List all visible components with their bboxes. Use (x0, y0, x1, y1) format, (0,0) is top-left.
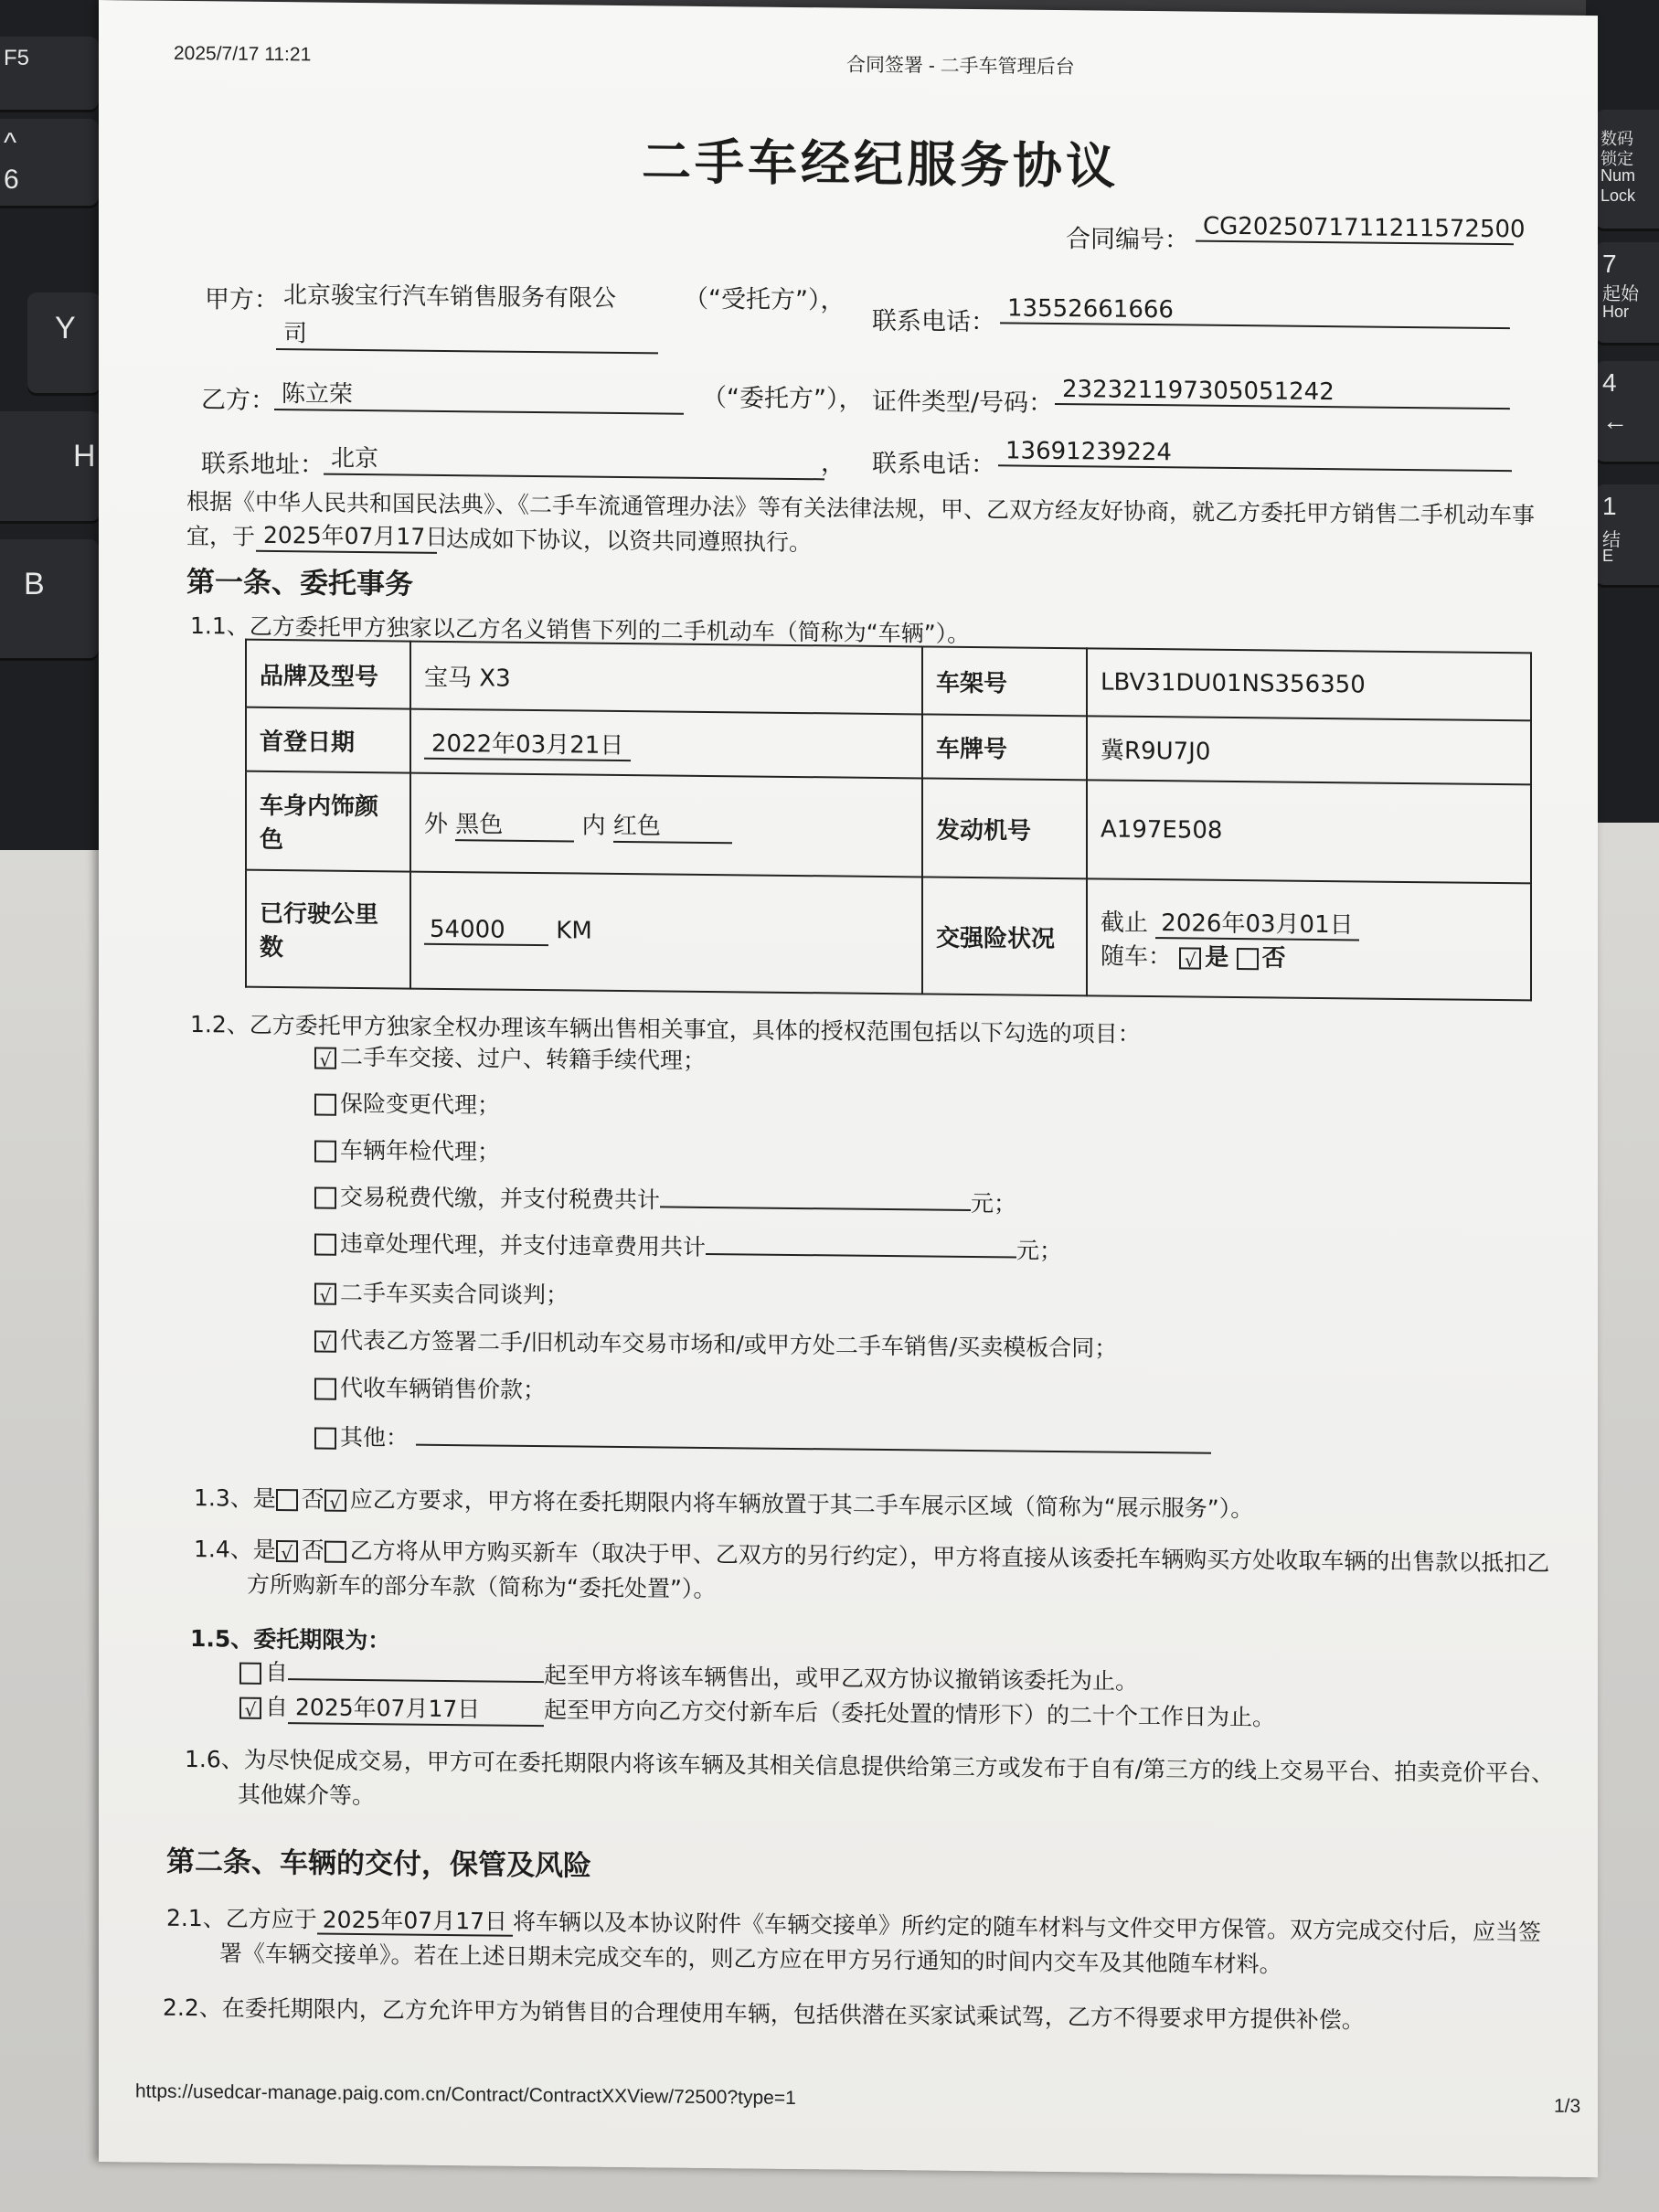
insurance-no-checkbox[interactable] (1237, 948, 1259, 970)
key-label: E (1602, 547, 1614, 565)
clause-1-4-no: 否 (301, 1537, 324, 1564)
reg-date-value: 2022年03月21日 (424, 729, 631, 760)
color-cell (410, 773, 922, 877)
article2-title: 第二条、车辆的交付，保管及风险 (166, 1845, 591, 1883)
auth-checkbox[interactable] (314, 1427, 336, 1449)
clause-1-5: 1.5、委托期限为： (190, 1625, 391, 1654)
auth-checkbox[interactable]: √ (314, 1047, 336, 1069)
clause-2-1-cont: 署《车辆交接单》。若在上述日期未完成交车的，则乙方应在甲方另行通知的时间内交车及其他随车材料。 (219, 1940, 1282, 1978)
party-b-role: （“委托方”）， (702, 383, 864, 414)
key-label: F5 (4, 46, 30, 70)
auth-option (314, 1225, 1062, 1266)
contract-no: CG2025071711211572500 (1196, 213, 1514, 246)
key-h (0, 411, 101, 521)
key-label: 6 (4, 165, 19, 195)
clause-2-2: 2.2、在委托期限内，乙方允许甲方为销售目的合理使用车辆，包括供潜在买家试乘试驾，乙方不得要求甲方提供补偿。 (163, 1994, 1365, 2034)
key-label: 锁定 (1601, 150, 1633, 168)
clause-1-4-text: 乙方将从甲方购买新车（取决于甲、乙双方的另行约定），甲方将直接从该委托车辆购买方处收取车辆的出售款以抵扣乙 (349, 1537, 1550, 1577)
tax-amount-unit: 元； (971, 1189, 1017, 1218)
auth-option (314, 1274, 569, 1310)
term-option-2-text: 起至甲方向乙方交付新车后（委托处置的情形下）的二十个工作日为止。 (544, 1696, 1276, 1731)
delivery-date: 2025年07月17日 (317, 1907, 513, 1937)
party-b-phone-label: 联系电话： (872, 449, 995, 480)
key-1 (1595, 484, 1659, 585)
clause-1-3-yes-checkbox[interactable] (276, 1489, 298, 1511)
auth-option-text: 代收车辆销售价款； (340, 1374, 547, 1404)
auth-checkbox[interactable] (314, 1093, 336, 1115)
mileage-label (246, 870, 410, 989)
key-label: 起始 (1602, 284, 1639, 304)
key-label: H (73, 439, 96, 473)
color-label-line2: 色 (260, 825, 284, 855)
print-page-title: 合同签署 - 二手车管理后台 (846, 54, 1075, 79)
party-a-label: 甲方： (205, 285, 279, 315)
party-a-name-cont: 司 (276, 314, 658, 354)
key-label: 数码 (1601, 130, 1633, 148)
auth-option-text: 其他： (340, 1423, 409, 1452)
key-label: Y (55, 311, 76, 346)
key-y (27, 292, 101, 393)
auth-option (314, 1132, 500, 1166)
key-4 (1595, 361, 1659, 462)
term-from-label: 自 (265, 1658, 289, 1686)
table-row (246, 771, 1531, 884)
print-datetime: 2025/7/17 11:21 (174, 42, 312, 66)
term-option-2-checkbox[interactable]: √ (239, 1697, 261, 1719)
party-b-label: 乙方： (201, 386, 275, 416)
auth-option (314, 1178, 1016, 1218)
auth-checkbox[interactable] (314, 1233, 336, 1255)
violation-amount-field[interactable] (706, 1231, 1016, 1259)
auth-option (314, 1369, 546, 1405)
agreement-date: 2025年07月17日 (256, 517, 437, 554)
mileage-value: 54000 (424, 916, 548, 946)
clause-1-6-cont: 其他媒介等。 (238, 1781, 376, 1810)
vehicle-table (245, 639, 1532, 1002)
clause-1-4-yes: 1.4、是 (194, 1536, 276, 1564)
preamble-line2-end: 达成如下协议，以资共同遵照执行。 (446, 525, 813, 557)
party-b-name: 陈立荣 (274, 375, 684, 415)
key-label: Hor (1602, 303, 1630, 321)
preamble-line1: 根据《中华人民共和国民法典》、《二手车流通管理办法》等有关法律法规，甲、乙双方经友好协商，就乙方委托甲方销售二手机动车事 (186, 488, 1536, 529)
auth-option-text: 车辆年检代理； (340, 1136, 501, 1165)
auth-checkbox[interactable]: √ (314, 1282, 336, 1304)
key-7 (1595, 242, 1659, 343)
exterior-color: 黑色 (455, 805, 574, 842)
auth-option-text: 交易税费代缴，并支付税费共计 (340, 1183, 661, 1214)
party-b-id-label: 证件类型/号码： (872, 387, 1054, 418)
party-a-role: （“受托方”）， (684, 284, 845, 315)
key-label: Num (1601, 166, 1636, 185)
clause-2-1-text: 将车辆以及本协议附件《车辆交接单》所约定的随车材料与文件交甲方保管。双方完成交付后，应当签 (513, 1908, 1542, 1946)
party-b-id-no: 232321197305051242 (1055, 376, 1510, 409)
mileage-cell (410, 872, 922, 994)
color-label-line1: 车身内饰颜 (260, 792, 379, 822)
key-label: ^ (4, 128, 17, 158)
exterior-label: 外 (424, 810, 449, 838)
reg-date-label: 首登日期 (246, 707, 410, 773)
plate-value: 冀R9U7J0 (1087, 716, 1531, 784)
engine-label: 发动机号 (922, 778, 1087, 878)
vin-label: 车架号 (922, 646, 1087, 716)
table-row (246, 870, 1531, 1001)
party-b-phone: 13691239224 (998, 437, 1512, 472)
key-label: 7 (1602, 250, 1617, 278)
auth-checkbox[interactable] (314, 1186, 336, 1208)
key-label: Lock (1601, 186, 1636, 205)
page-number: 1/3 (1554, 2095, 1581, 2117)
auth-option (314, 1038, 706, 1075)
auth-option-text: 违章处理代理，并支付违章费用共计 (340, 1229, 707, 1260)
color-label (246, 771, 410, 872)
plate-label: 车牌号 (922, 714, 1087, 780)
insurance-label: 交强险状况 (922, 877, 1087, 995)
mileage-label-line2: 数 (260, 933, 284, 962)
term-option-2-date: 2025年07月17日 (288, 1689, 544, 1727)
clause-1-3-text: 应乙方要求，甲方将在委托期限内将车辆放置于其二手车展示区域（简称为“展示服务”）。 (349, 1485, 1254, 1523)
key-f5 (0, 37, 99, 110)
term-option-1-text: 起至甲方将该车辆售出，或甲乙双方协议撤销该委托为止。 (544, 1662, 1139, 1695)
brand-label: 品牌及型号 (246, 640, 410, 709)
brand-value: 宝马 X3 (410, 642, 922, 715)
doc-title: 二手车经纪服务协议 (642, 133, 1119, 196)
article1-title: 第一条、委托事务 (186, 566, 413, 601)
key-6 (0, 119, 99, 206)
clause-1-3-yes: 1.3、是 (194, 1484, 276, 1513)
key-label: B (24, 567, 45, 601)
party-b-addr: 北京 (324, 440, 824, 481)
insurance-yes-checkbox[interactable]: √ (1179, 947, 1201, 969)
interior-label: 内 (581, 812, 606, 840)
vin-value: LBV31DU01NS356350 (1087, 648, 1531, 720)
insurance-no-label: 否 (1261, 944, 1286, 973)
clause-1-3-no: 否 (301, 1485, 324, 1513)
insurance-yes-label: 是 (1205, 943, 1229, 972)
mileage-label-line1: 已行驶公里 (260, 899, 379, 930)
clause-1-3 (194, 1480, 1253, 1524)
clause-1-3-no-checkbox[interactable]: √ (324, 1490, 346, 1512)
contract-page (99, 0, 1598, 2177)
auth-option-text: 二手车交接、过户、转籍手续代理； (340, 1043, 707, 1074)
key-b (0, 539, 99, 658)
reg-date-cell (410, 709, 922, 779)
auth-checkbox[interactable] (314, 1377, 336, 1399)
auth-option-text: 代表乙方签署二手/旧机动车交易市场和/或甲方处二手车销售/买卖模板合同； (340, 1326, 1118, 1362)
auth-checkbox[interactable] (314, 1140, 336, 1162)
insurance-with-car-label: 随车： (1101, 942, 1173, 972)
clause-2-1-start: 2.1、乙方应于 (166, 1904, 317, 1933)
insurance-cell (1087, 878, 1531, 1000)
print-url: https://usedcar-manage.paig.com.cn/Contract/ContractXXView/72500?type=1 (135, 2080, 796, 2109)
clause-1-6: 1.6、为尽快促成交易，甲方可在委托期限内将该车辆及其相关信息提供给第三方或发布于自有/第三方的线上交易平台、拍卖竞价平台、 (185, 1745, 1555, 1787)
interior-color: 红色 (613, 806, 732, 843)
auth-checkbox[interactable]: √ (314, 1330, 336, 1352)
contract-no-label: 合同编号： (1066, 225, 1189, 255)
term-option-1-checkbox[interactable] (239, 1663, 261, 1685)
engine-value: A197E508 (1087, 780, 1531, 883)
clause-1-4-yes-checkbox[interactable]: √ (276, 1540, 298, 1562)
key-label: 4 (1602, 368, 1617, 397)
key-label: 结 (1602, 530, 1621, 550)
clause-1-1: 1.1、乙方委托甲方独家以乙方名义销售下列的二手机动车（简称为“车辆”）。 (190, 612, 971, 647)
auth-option-text: 保险变更代理； (340, 1090, 501, 1119)
party-b-addr-label: 联系地址： (201, 450, 324, 480)
party-a-name: 北京骏宝行汽车销售服务有限公 (283, 282, 617, 313)
term-option-1-date[interactable] (288, 1656, 544, 1683)
auth-option-text: 二手车买卖合同谈判； (340, 1279, 569, 1309)
auth-option (314, 1419, 1211, 1461)
party-b-addr-sep: ， (821, 449, 845, 478)
party-a-phone-label: 联系电话： (872, 306, 995, 337)
other-field[interactable] (416, 1422, 1211, 1454)
key-label: 1 (1602, 492, 1617, 520)
key-numlock (1595, 110, 1659, 229)
preamble-line2-start: 宜，于 (186, 523, 256, 550)
mileage-unit: KM (556, 917, 592, 945)
party-a-phone: 13552661666 (1000, 294, 1510, 329)
violation-amount-unit: 元； (1016, 1237, 1063, 1265)
term-from-label: 自 (265, 1693, 289, 1721)
tax-amount-field[interactable] (660, 1184, 971, 1211)
auth-option (314, 1322, 1117, 1363)
clause-1-4-no-checkbox[interactable] (324, 1541, 346, 1563)
insurance-until-date: 2026年03月01日 (1155, 909, 1358, 941)
insurance-until-label: 截止 (1101, 909, 1149, 938)
clause-1-2: 1.2、乙方委托甲方独家全权办理该车辆出售相关事宜，具体的授权范围包括以下勾选的项目： (190, 1011, 1141, 1048)
key-label: ← (1602, 407, 1628, 435)
clause-1-4-cont: 方所购新车的部分车款（简称为“委托处置”）。 (247, 1570, 717, 1603)
auth-option (314, 1085, 500, 1120)
